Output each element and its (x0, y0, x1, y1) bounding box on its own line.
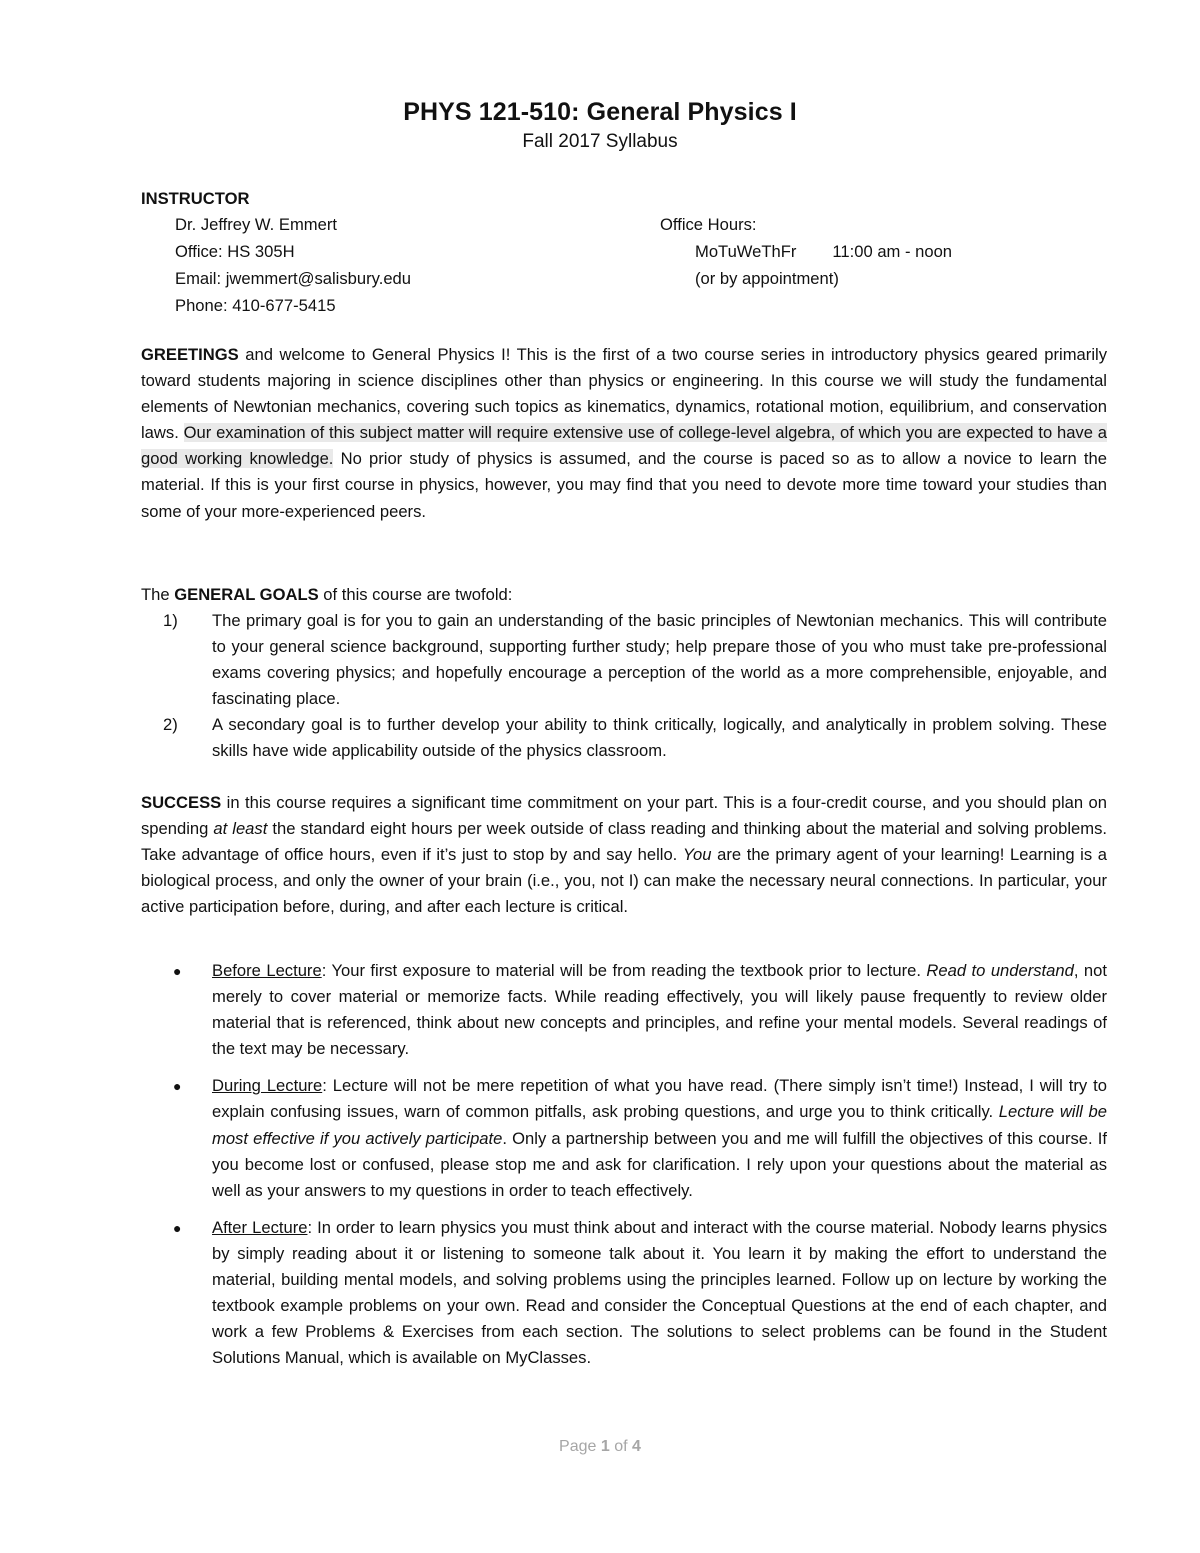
document-subtitle: Fall 2017 Syllabus (522, 131, 678, 152)
office-hours-note: (or by appointment) (695, 269, 839, 288)
page-word: Page (559, 1438, 597, 1455)
page-number-footer (0, 1438, 1200, 1456)
list-item-after-lecture (141, 1215, 1107, 1372)
instructor-heading: INSTRUCTOR (141, 189, 250, 208)
greetings-lead: GREETINGS (141, 345, 239, 364)
during-lecture-text-1: : Lecture will not be mere repetition of what you have read. (There simply isn’t time!) Instead, I will try to explain confusing issues, warn of common pitfalls, ask probing questions, and urge you to think critically. (212, 1076, 1108, 1122)
goal-text: A secondary goal is to further develop your ability to think critically, logically, and analytically in problem solving. These skills have wide applicability outside of the physics classroom. (212, 715, 1107, 761)
before-lecture-emphasis: Read to understand (926, 961, 1074, 980)
list-number: 2) (163, 715, 178, 735)
goals-intro (141, 582, 1107, 608)
goals-intro-pre: The (141, 585, 175, 604)
lecture-phases-list (141, 958, 1107, 1382)
instructor-contact (175, 211, 411, 319)
during-lecture-label: During Lecture (212, 1076, 323, 1096)
office-hours-label: Office Hours: (660, 215, 757, 234)
list-number: 1) (163, 611, 178, 630)
algebra-requirement-highlight: Our examination of this subject matter will require extensive use of college-level algebra, of which you are expected to have a good working knowledge. (141, 423, 1107, 469)
success-text-1: in this course requires a significant time commitment on your part. This is a four-credit course, and you should plan on spending (141, 793, 1107, 839)
list-item-before-lecture (141, 958, 1107, 1062)
success-emphasis-2: You (682, 845, 712, 865)
greetings-paragraph (141, 342, 1107, 525)
instructor-email: Email: jwemmert@salisbury.edu (175, 269, 412, 288)
greetings-text: and welcome to General Physics I! This is the first of a two course series in introductory physics geared primarily toward students majoring in science disciplines other than physics or engineering. In this course we will study the fundamental elements of Newtonian mechanics, covering such topics as kinematics, dynamics, rotational motion, equilibrium, and conservation laws. (141, 345, 1107, 443)
after-lecture-text: : In order to learn physics you must think about and interact with the course material. Nobody learns physics by simply reading about it or listening to someone talk about it. You learn it by making the effort to understand the material, building mental models, and solving problems using the principles learned. Follow up on lecture by working the textbook example problems on your own. Read and consider the Conceptual Questions at the end of each chapter, and work a few Problems & Exercises from each section. The solutions to select problems can be found in the Student Solutions Manual, which is available on MyClasses. (212, 1217, 1107, 1368)
document-title: PHYS 121-510: General Physics I (403, 98, 797, 126)
instructor-phone: Phone: 410-677-5415 (175, 296, 336, 315)
greetings-text-continued: No prior study of physics is assumed, and the course is paced so as to allow a novice to learn the material. If this is your first course in physics, however, you may find that you need to devote more time toward your studies than some of your more-experienced peers. (141, 449, 1107, 521)
during-lecture-emphasis: Lecture will be most effective if you actively participate (212, 1102, 1107, 1148)
goal-text: The primary goal is for you to gain an understanding of the basic principles of Newtonian mechanics. This will contribute to your general science background, supporting further study; help prepare those of you who must take pre-professional exams covering physics; and hopefully encourage a perception of the world as a more comprehensible, enjoyable, and fascinating place. (212, 611, 1107, 709)
office-hours (660, 211, 952, 292)
after-lecture-label: After Lecture (212, 1217, 308, 1237)
goals-heading: GENERAL GOALS (174, 585, 319, 604)
instructor-name: Dr. Jeffrey W. Emmert (175, 215, 337, 234)
success-paragraph (141, 790, 1107, 920)
instructor-office: Office: HS 305H (175, 242, 295, 261)
success-text-3: are the primary agent of your learning! Learning is a biological process, and only the owner of your brain (i.e., you, not I) can make the necessary neural connections. In particular, your active participation before, during, and after each lecture is critical. (141, 845, 1107, 917)
success-emphasis-1: at least (213, 819, 268, 839)
office-hours-days: MoTuWeThFr (695, 242, 797, 261)
bullet-icon: ● (173, 963, 182, 979)
list-item (141, 712, 1107, 764)
office-hours-time: 11:00 am - noon (832, 242, 953, 261)
success-text-2: the standard eight hours per week outside of class reading and thinking about the material and solving problems. Take advantage of office hours, even if it’s just to stop by and say hello. (141, 819, 1107, 865)
before-lecture-text-1: : Your first exposure to material will be from reading the textbook prior to lecture. (321, 961, 927, 980)
bullet-icon: ● (173, 1219, 182, 1236)
before-lecture-text-2: , not merely to cover material or memorize facts. While reading effectively, you will likely pause frequently to review older material that is referenced, think about new concepts and principles, and refine your mental models. Several readings of the text may be necessary. (212, 961, 1107, 1059)
office-hours-schedule (660, 238, 952, 265)
bullet-icon: ● (173, 1078, 182, 1095)
list-item (141, 608, 1107, 712)
during-lecture-text-2: . Only a partnership between you and me will fulfill the objectives of this course. If you become lost or confused, please stop me and ask for clarification. I rely upon your questions about the material as well as your answers to my questions in order to teach effectively. (212, 1128, 1107, 1200)
success-lead: SUCCESS (141, 793, 222, 812)
goals-intro-post: of this course are twofold: (318, 585, 513, 604)
total-pages: 4 (632, 1438, 641, 1455)
goals-list (141, 608, 1107, 765)
current-page: 1 (600, 1438, 610, 1455)
before-lecture-label: Before Lecture (212, 961, 322, 980)
list-item-during-lecture (141, 1073, 1107, 1203)
of-word: of (614, 1438, 628, 1455)
